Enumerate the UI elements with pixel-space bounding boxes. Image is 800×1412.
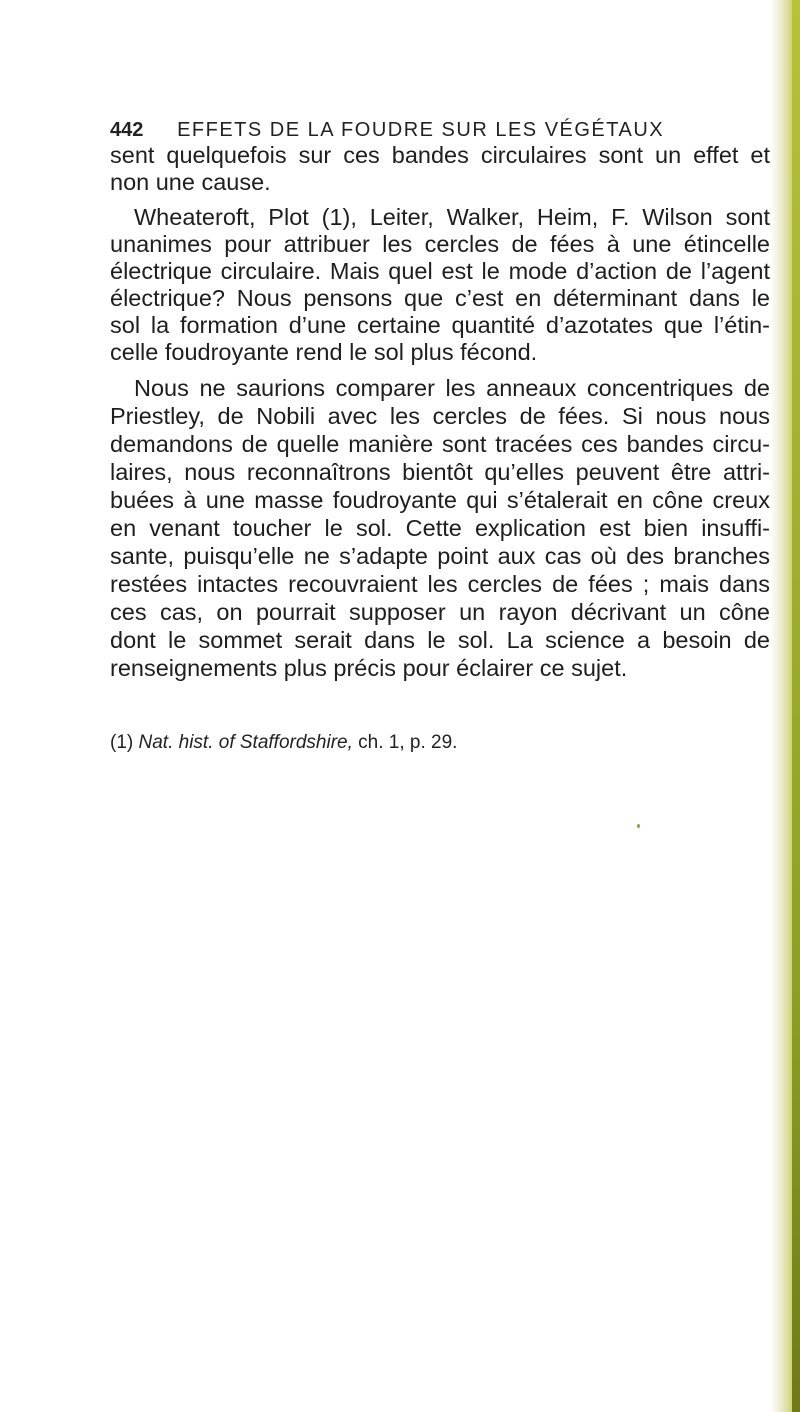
body-line: sent quelquefois sur ces bandes circulaires sont un effet et [110, 142, 770, 168]
body-line: Wheateroft, Plot (1), Leiter, Walker, Heim, F. Wilson sont [134, 204, 770, 230]
body-line: Nous ne saurions comparer les anneaux concentriques de [134, 375, 770, 401]
footnote-marker: (1) [110, 732, 134, 753]
body-line: ces cas, on pourrait supposer un rayon décrivant un cône [110, 599, 770, 625]
body-line: Priestley, de Nobili avec les cercles de fées. Si nous nous [110, 403, 770, 429]
body-line: renseignements plus précis pour éclairer ce sujet. [110, 655, 628, 681]
body-line: sol la formation d’une certaine quantité d’azotates que l’étin- [110, 312, 770, 338]
running-header [110, 119, 770, 142]
book-spine-edge [792, 0, 800, 1412]
footnote-locator: ch. 1, p. 29. [358, 732, 458, 753]
body-line: électrique? Nous pensons que c’est en déterminant dans le [110, 285, 770, 311]
running-head-title: EFFETS DE LA FOUDRE SUR LES VÉGÉTAUX [177, 119, 665, 141]
footnote-source: Nat. hist. of Staffordshire, [138, 732, 353, 753]
body-line: laires, nous reconnaîtrons bientôt qu’elles peuvent être attri- [110, 459, 770, 485]
paper-speck [637, 824, 640, 828]
body-line: restées intactes recouvraient les cercles de fées ; mais dans [110, 571, 770, 597]
body-line: demandons de quelle manière sont tracées ces bandes circu- [110, 431, 770, 457]
page-number: 442 [110, 119, 144, 141]
footnote [110, 732, 457, 754]
body-line: non une cause. [110, 169, 271, 195]
body-line: unanimes pour attribuer les cercles de fées à une étincelle [110, 231, 770, 257]
body-line: en venant toucher le sol. Cette explication est bien insuffi- [110, 515, 770, 541]
body-line: dont le sommet serait dans le sol. La science a besoin de [110, 627, 770, 653]
body-line: sante, puisqu’elle ne s’adapte point aux cas où des branches [110, 543, 770, 569]
body-line: buées à une masse foudroyante qui s’étalerait en cône creux [110, 487, 770, 513]
body-line: celle foudroyante rend le sol plus fécond. [110, 339, 538, 365]
body-line: électrique circulaire. Mais quel est le mode d’action de l’agent [110, 258, 770, 284]
